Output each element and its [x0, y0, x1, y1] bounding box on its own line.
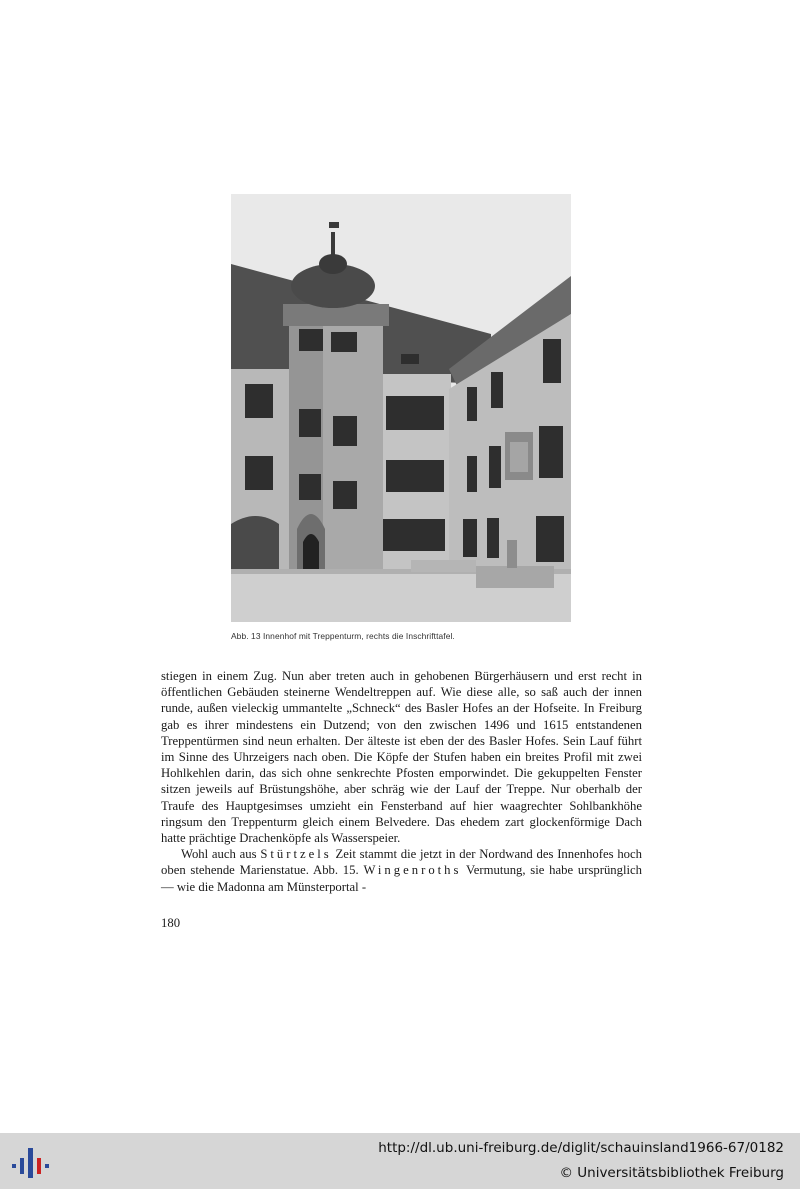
paragraph-text: Wohl auch aus: [181, 847, 261, 862]
body-paragraph: stiegen in einem Zug. Nun aber treten auch in gehobenen Bürgerhäusern und erst recht in öffentlichen Gebäuden steinerne Wendeltreppen auf. Wie diese alle, so saß auch der innen runde, außen vieleckig ummantelte „Schneck“ des Basler Hofes an der Hofseite. In Freiburg gab es ihrer mindestens ein Dutzend; von den zwischen 1496 und 1615 entstandenen Treppentürmen sind neun erhalten. Der älteste ist eben der des Basler Hofes. Sein Lauf führt im Sinne des Uhrzeigers nach oben. Die Köpfe der Stufen haben ein breites Profil mit zwei Hohlkehlen darin, das sich ohne senkrechte Pfosten emporwindet. Die gekuppelten Fenster sitzen jeweils auf Brüstungshöhe, aber schräg wie der Lauf der Treppe. Nur oberhalb der Traufe des Hauptgesimses umzieht ein Fensterband auf hier waagrechter Sohlbankhöhe ringsum den Treppenturm gleich einem Belvedere. Das ehedem zart glockenförmige Dach hatte prächtige Drachenköpfe als Wasserspeier.: [161, 669, 642, 846]
paragraph-text: Vermutung, sie habe ursprünglich — wie die Madonna am Münsterportal -: [161, 863, 643, 894]
figure-caption: Abb. 13 Innenhof mit Treppenturm, rechts die Inschrifttafel.: [231, 631, 455, 641]
ub-freiburg-logo-icon: [10, 1140, 54, 1182]
library-footer: [0, 1133, 800, 1189]
page-number: 180: [161, 916, 181, 930]
paragraph-text: Zeit stammt die jetzt in der Nordwand des Innenhofes hoch oben stehende Marienstatue. Abb. 15.: [161, 847, 642, 878]
body-paragraph: [161, 846, 642, 895]
copyright-notice: © Universitätsbibliothek Freiburg: [559, 1165, 784, 1181]
permalink-url[interactable]: http://dl.ub.uni-freiburg.de/diglit/schauinsland1966-67/0182: [378, 1140, 784, 1156]
emphasized-name: Stürtzels: [260, 847, 332, 862]
courtyard-photograph: [231, 194, 571, 622]
article-body: [161, 668, 642, 895]
emphasized-name: Wingenroths: [363, 863, 462, 878]
